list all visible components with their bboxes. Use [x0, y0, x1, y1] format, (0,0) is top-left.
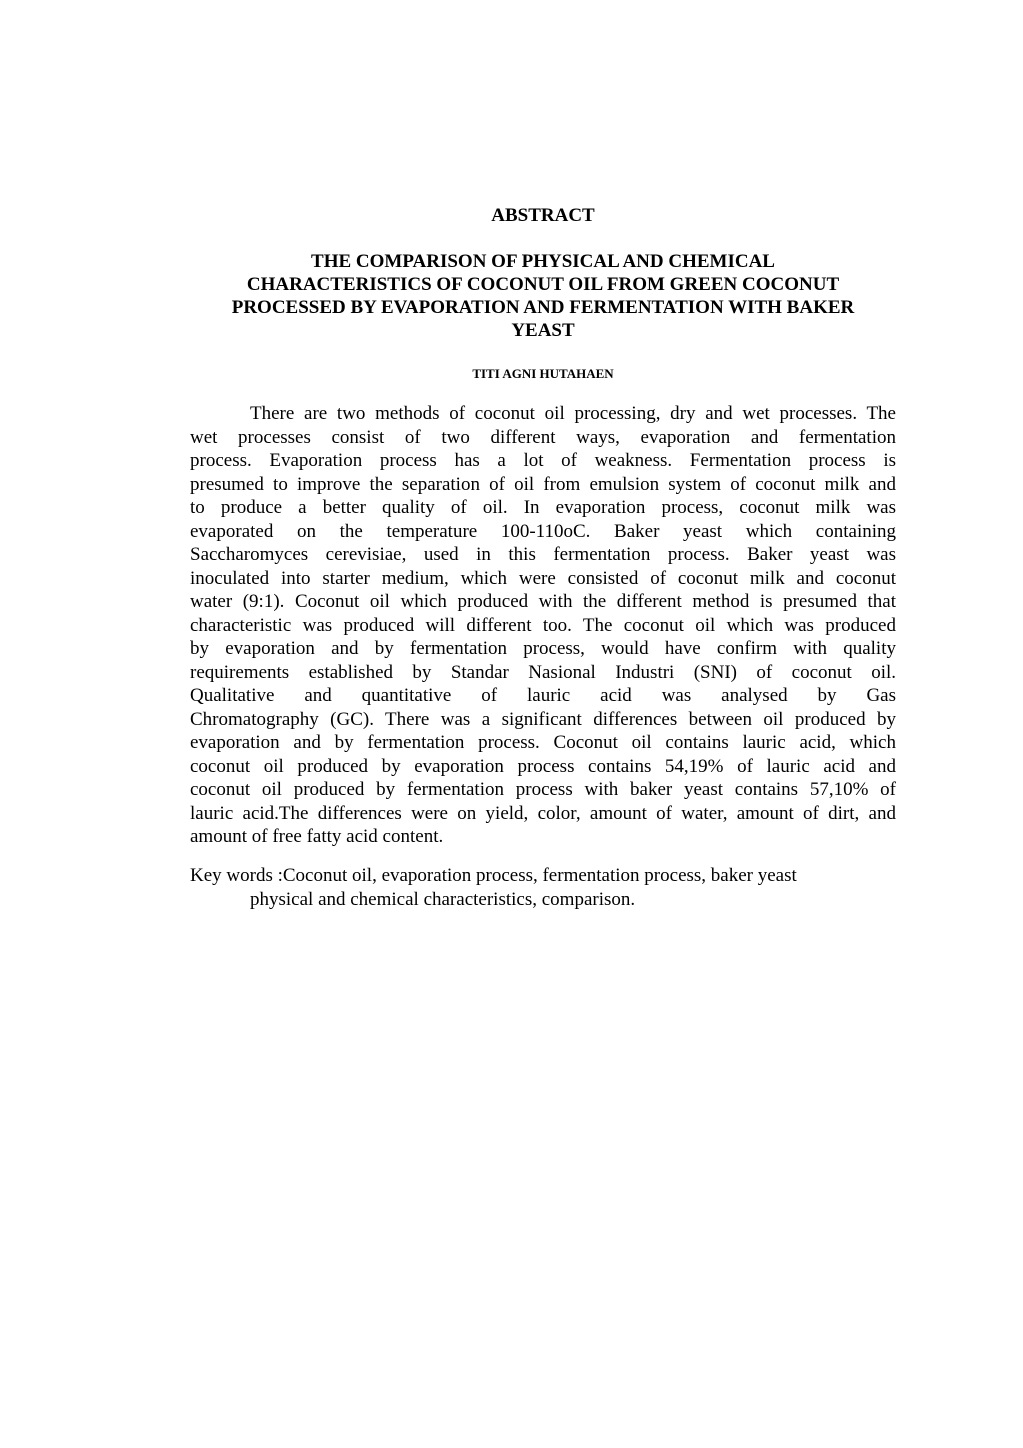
abstract-line: wet processes consist of two different ways, evaporation and fermentation [190, 426, 896, 448]
abstract-line: coconut oil produced by fermentation process with baker yeast contains 57,10% of [190, 779, 896, 800]
paper-title-line: THE COMPARISON OF PHYSICAL AND CHEMICAL [311, 251, 775, 272]
abstract-line: inoculated into starter medium, which were consisted of coconut milk and coconut [190, 567, 896, 589]
abstract-line: process. Evaporation process has a lot of weakness. Fermentation process is [190, 450, 896, 471]
abstract-line: Chromatography (GC). There was a significant differences between oil produced by [190, 708, 896, 730]
paper-title-line: PROCESSED BY EVAPORATION AND FERMENTATION WITH BAKER [231, 297, 855, 318]
abstract-line: by evaporation and by fermentation process, would have confirm with quality [190, 638, 896, 659]
abstract-line: to produce a better quality of oil. In evaporation process, coconut milk was [190, 497, 896, 518]
abstract-line: requirements established by Standar Nasional Industri (SNI) of coconut oil. [190, 661, 896, 683]
abstract-line: characteristic was produced will different too. The coconut oil which was produced [190, 614, 896, 636]
paper-title-line: CHARACTERISTICS OF COCONUT OIL FROM GREEN COCONUT [246, 274, 840, 295]
keywords-line: physical and chemical characteristics, comparison. [250, 888, 636, 910]
abstract-line: evaporated on the temperature 100-110oC. Baker yeast which containing [190, 520, 896, 542]
abstract-line: Qualitative and quantitative of lauric acid was analysed by Gas [190, 685, 896, 706]
paper-title-line: YEAST [511, 320, 575, 341]
abstract-line: There are two methods of coconut oil processing, dry and wet processes. The [250, 403, 896, 424]
author-name: TITI AGNI HUTAHAEN [472, 366, 614, 381]
abstract-line: evaporation and by fermentation process. Coconut oil contains lauric acid, which [190, 732, 896, 753]
abstract-line: Saccharomyces cerevisiae, used in this fermentation process. Baker yeast was [190, 544, 896, 565]
abstract-heading: ABSTRACT [491, 205, 595, 226]
abstract-line: coconut oil produced by evaporation process contains 54,19% of lauric acid and [190, 755, 896, 777]
keywords-block [190, 864, 896, 911]
abstract-body [190, 402, 896, 849]
abstract-line: amount of free fatty acid content. [190, 826, 444, 847]
abstract-line: lauric acid.The differences were on yield, color, amount of water, amount of dirt, and [190, 802, 896, 824]
abstract-line: water (9:1). Coconut oil which produced with the different method is presumed that [190, 591, 896, 612]
abstract-line: presumed to improve the separation of oil from emulsion system of coconut milk and [190, 473, 896, 495]
keywords-line: Key words :Coconut oil, evaporation process, fermentation process, baker yeast [190, 865, 797, 886]
